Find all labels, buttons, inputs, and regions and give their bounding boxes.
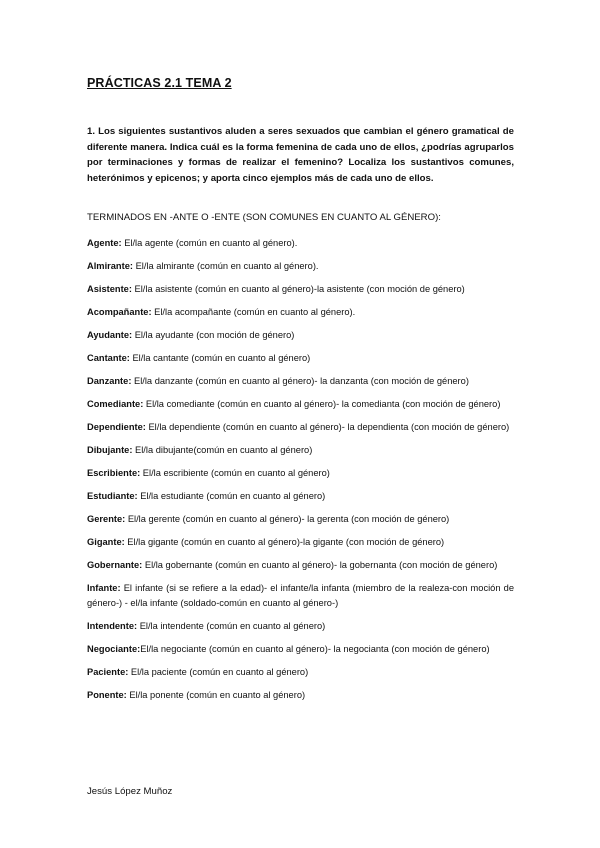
entry-text: El infante (si se refiere a la edad)- el infante/la infanta (miembro de la realeza-con moción de género-) - el/la infante (soldado-común en cuanto al género-): [87, 582, 514, 609]
entry-gobernante: [87, 558, 514, 574]
entry-escribiente: [87, 466, 514, 482]
entry-ponente: [87, 688, 514, 704]
entry-term: Intendente:: [87, 621, 138, 632]
entry-text: El/la dibujante(común en cuanto al género): [132, 444, 313, 455]
entry-paciente: [87, 665, 514, 681]
entry-term: Negociante:: [87, 644, 141, 655]
entry-estudiante: [87, 489, 514, 505]
entry-term: Danzante:: [87, 375, 132, 386]
entry-term: Estudiante:: [87, 490, 138, 501]
entry-term: Dibujante:: [87, 444, 133, 455]
entry-gerente: [87, 512, 514, 528]
entry-text: El/la gigante (común en cuanto al género)-la gigante (con moción de género): [124, 536, 445, 547]
entry-term: Ayudante:: [87, 329, 133, 340]
entry-text: El/la negociante (común en cuanto al género)- la negocianta (con moción de género): [140, 644, 490, 655]
entry-comediante: [87, 397, 514, 413]
entry-danzante: [87, 374, 514, 390]
entry-ayudante: [87, 328, 514, 344]
entry-cantante: [87, 351, 514, 367]
entry-term: Infante:: [87, 582, 121, 593]
entry-term: Agente:: [87, 238, 122, 248]
entry-agente: [87, 236, 514, 252]
entry-text: El/la cantante (común en cuanto al género): [129, 352, 311, 363]
entry-text: El/la intendente (común en cuanto al género): [137, 621, 326, 632]
entry-term: Gobernante:: [87, 559, 143, 570]
page-footer-author: Jesús López Muñoz: [87, 786, 173, 797]
question-text: 1. Los siguientes sustantivos aluden a seres sexuados que cambian el género gramatical de diferente manera. Indica cuál es la forma femenina de cada uno de ellos, ¿podrías agruparlos por terminaciones y formas de realizar el femenino? Localiza los sustantivos comunes, heterónimos y epicenos; y aporta cinco ejemplos más de cada uno de ellos.: [87, 126, 514, 184]
entry-negociante: [87, 642, 514, 658]
entry-text: El/la gobernante (común en cuanto al género)- la gobernanta (con moción de género): [142, 559, 498, 570]
entry-acompanante: [87, 305, 514, 321]
entry-asistente: [87, 282, 514, 298]
entry-text: El/la paciente (común en cuanto al género): [128, 667, 309, 678]
entry-intendente: [87, 619, 514, 635]
entry-term: Ponente:: [87, 690, 127, 701]
entry-text: El/la dependiente (común en cuanto al género)- la dependienta (con moción de género): [145, 421, 510, 432]
entry-term: Dependiente:: [87, 421, 146, 432]
entry-term: Paciente:: [87, 667, 129, 678]
entry-term: Gigante:: [87, 536, 125, 547]
entry-text: El/la danzante (común en cuanto al género)- la danzanta (con moción de género): [131, 375, 469, 386]
entry-text: El/la almirante (común en cuanto al género).: [132, 260, 319, 271]
entry-dependiente: [87, 420, 514, 436]
entry-term: Gerente:: [87, 513, 126, 524]
entry-term: Acompañante:: [87, 306, 152, 317]
entry-text: El/la comediante (común en cuanto al género)- la comedianta (con moción de género): [143, 398, 501, 409]
entry-term: Asistente:: [87, 283, 132, 294]
entry-term: Escribiente:: [87, 467, 141, 478]
entry-text: El/la ponente (común en cuanto al género): [126, 690, 306, 701]
entry-text: El/la asistente (común en cuanto al género)-la asistente (con moción de género): [131, 283, 465, 294]
entry-infante: [87, 581, 514, 612]
entry-text: El/la acompañante (común en cuanto al género).: [151, 306, 356, 317]
entry-text: El/la gerente (común en cuanto al género)- la gerenta (con moción de género): [125, 513, 450, 524]
page-title: PRÁCTICAS 2.1 TEMA 2: [87, 76, 232, 90]
entry-gigante: [87, 535, 514, 551]
section-heading: TERMINADOS EN -ANTE O -ENTE (SON COMUNES EN CUANTO AL GÉNERO):: [87, 212, 441, 223]
entry-dibujante: [87, 443, 514, 459]
entry-term: Comediante:: [87, 398, 144, 409]
entry-text: El/la estudiante (común en cuanto al género): [137, 490, 326, 501]
entry-almirante: [87, 259, 514, 275]
entry-text: El/la escribiente (común en cuanto al género): [140, 467, 330, 478]
entry-term: Almirante:: [87, 260, 133, 271]
entry-text: El/la ayudante (con moción de género): [132, 329, 295, 340]
entry-term: Cantante:: [87, 352, 130, 363]
entry-list: [87, 236, 514, 711]
entry-text: El/la agente (común en cuanto al género).: [121, 238, 298, 248]
